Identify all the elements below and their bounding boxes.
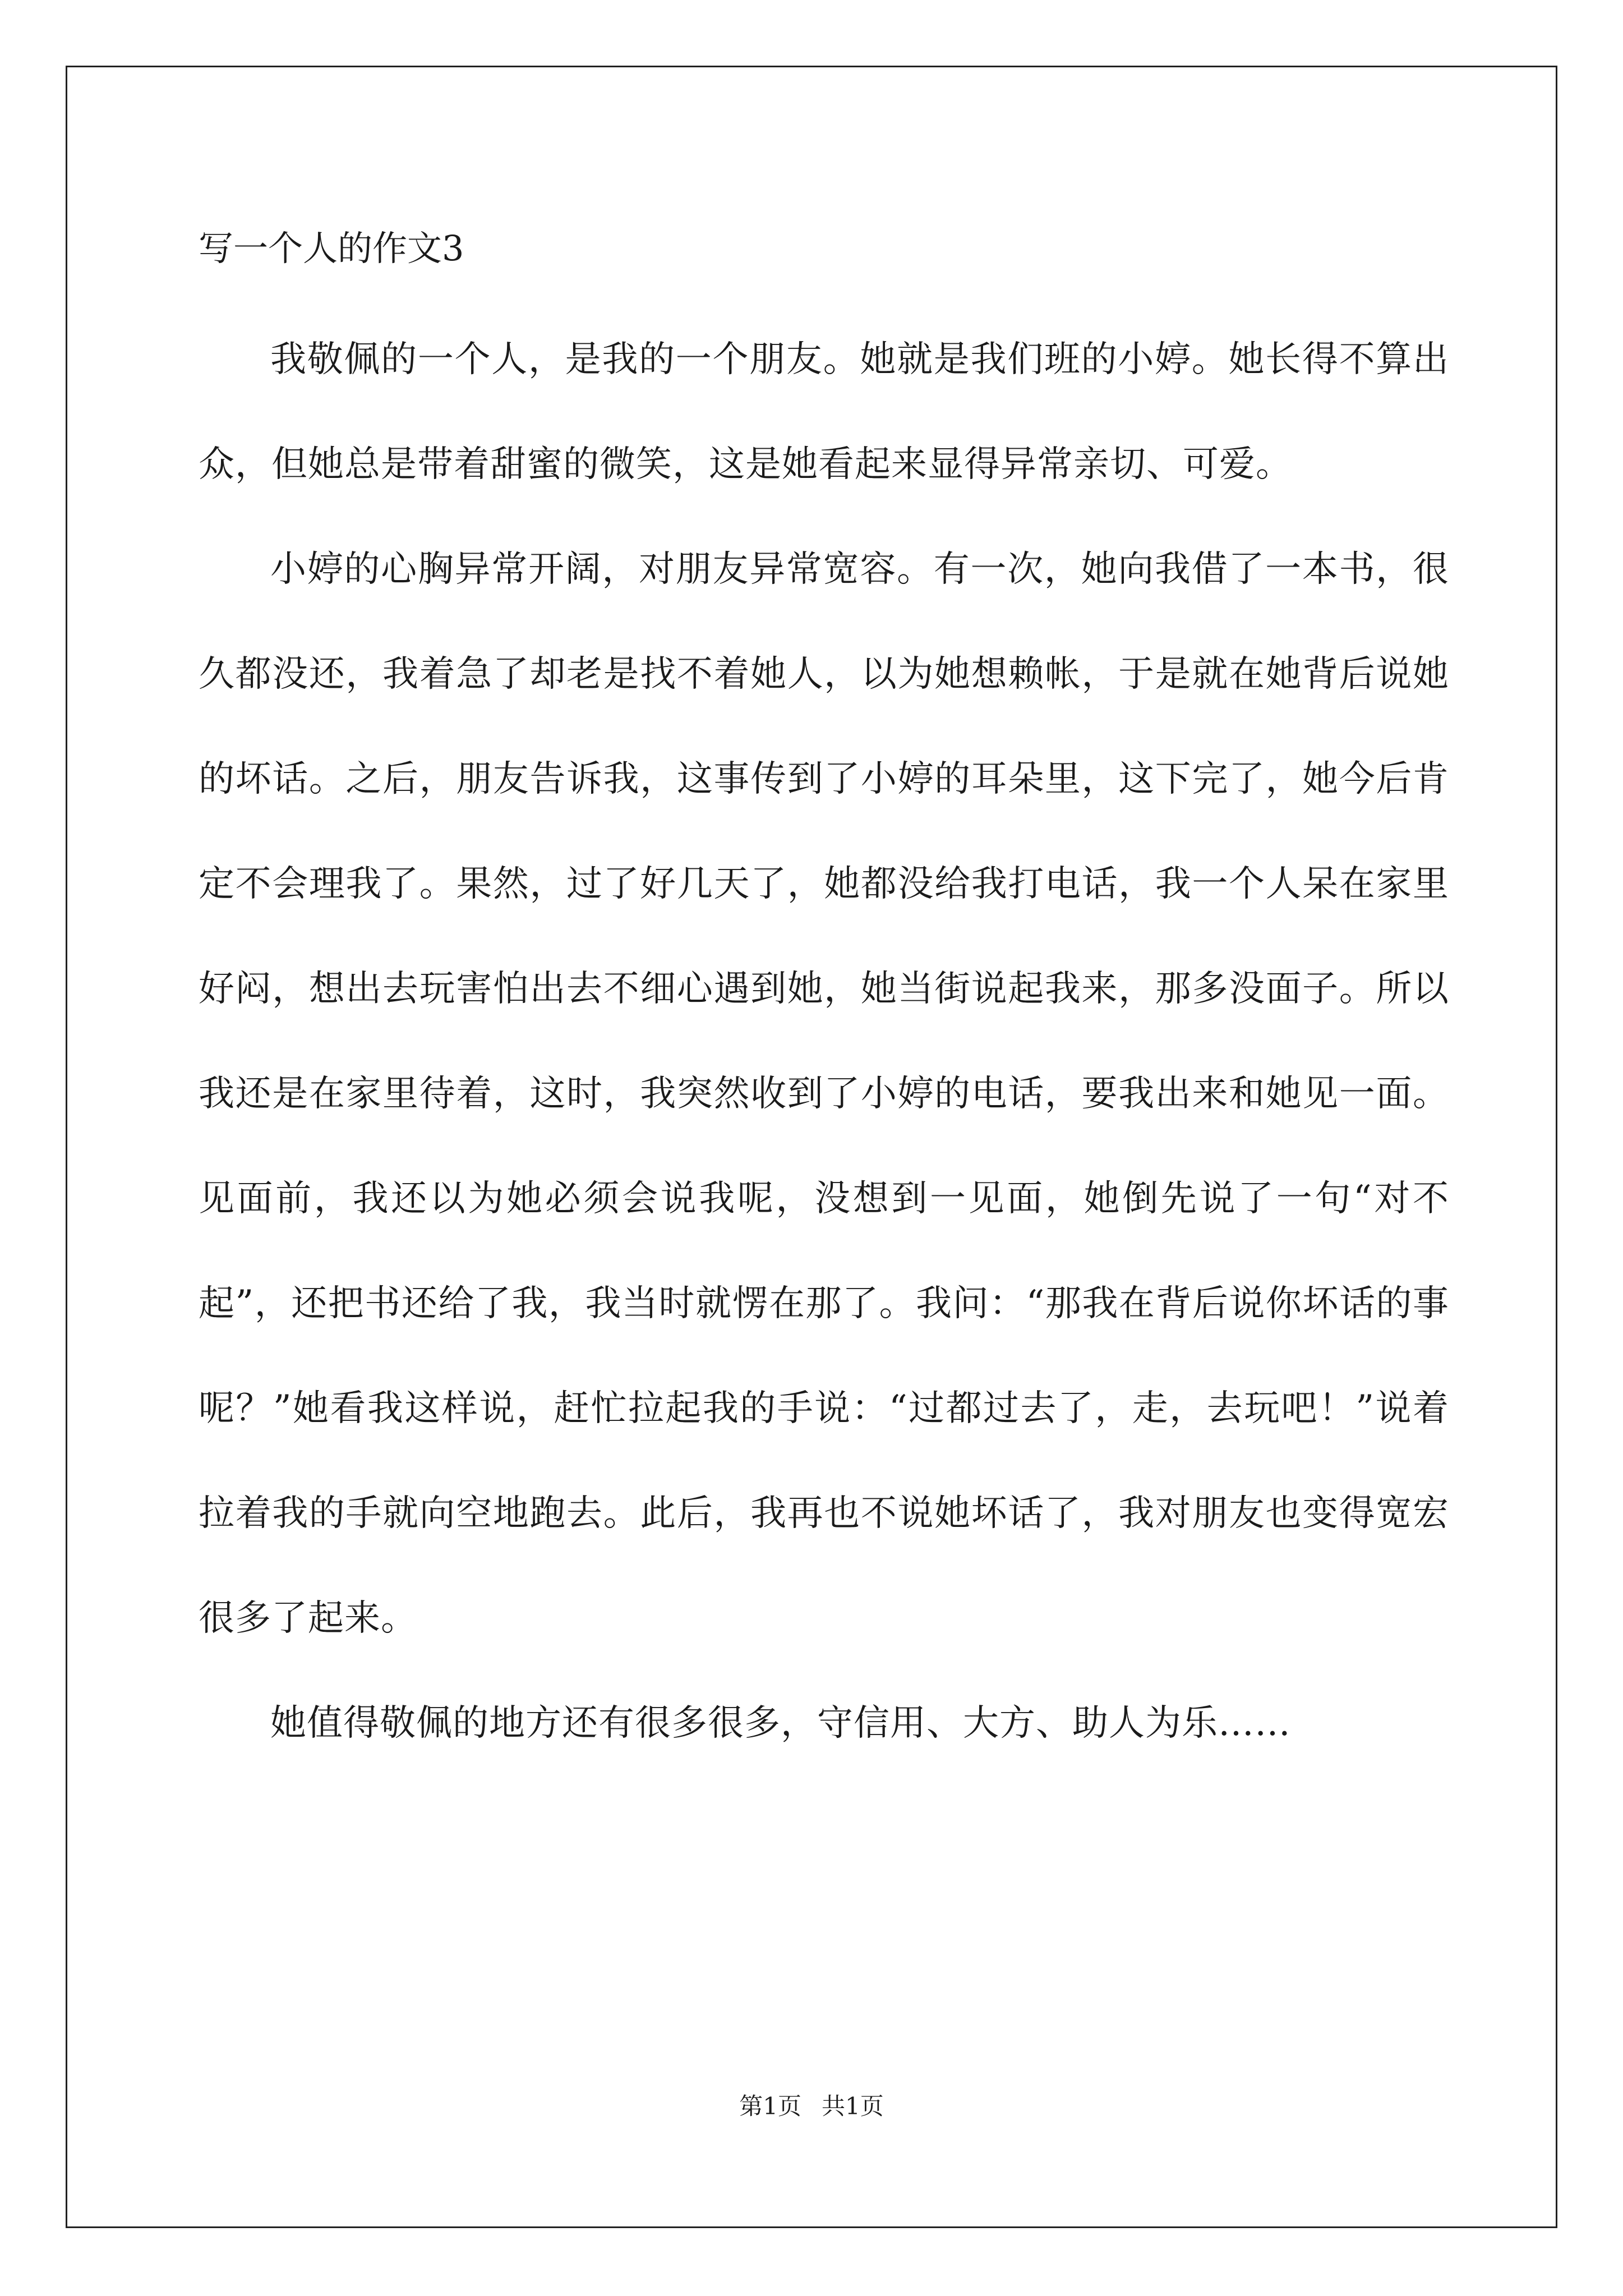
page-footer	[0, 2090, 1623, 2123]
paragraph-1: 我敬佩的一个人，是我的一个朋友。她就是我们班的小婷。她长得不算出众，但她总是带着甜蜜的微笑，这是她看起来显得异常亲切、可爱。	[199, 339, 1449, 485]
paragraph-2: 小婷的心胸异常开阔，对朋友异常宽容。有一次，她向我借了一本书，很久都没还，我着急了却老是找不着她人，以为她想赖帐，于是就在她背后说她的坏话。之后，朋友告诉我，这事传到了小婷的耳朵里，这下完了，她今后肯定不会理我了。果然，过了好几天了，她都没给我打电话，我一个人呆在家里好闷，想出去玩害怕出去不细心遇到她，她当街说起我来，那多没面子。所以我还是在家里待着，这时，我突然收到了小婷的电话，要我出来和她见一面。见面前，我还以为她必须会说我呢，没想到一见面，她倒先说了一句“对不起”，还把书还给了我，我当时就愣在那了。我问：“那我在背后说你坏话的事呢？”她看我这样说，赶忙拉起我的手说：“过都过去了，走，去玩吧！”说着拉着我的手就向空地跑去。此后，我再也不说她坏话了，我对朋友也变得宽宏很多了起来。	[199, 549, 1449, 1639]
paragraph-3: 她值得敬佩的地方还有很多很多，守信用、大方、助人为乐……	[270, 1703, 1291, 1744]
page-number: 第1页	[739, 2092, 801, 2120]
document-title: 写一个人的作文3	[199, 228, 464, 269]
page-total: 共1页	[822, 2092, 884, 2120]
document-body	[199, 212, 1449, 1776]
